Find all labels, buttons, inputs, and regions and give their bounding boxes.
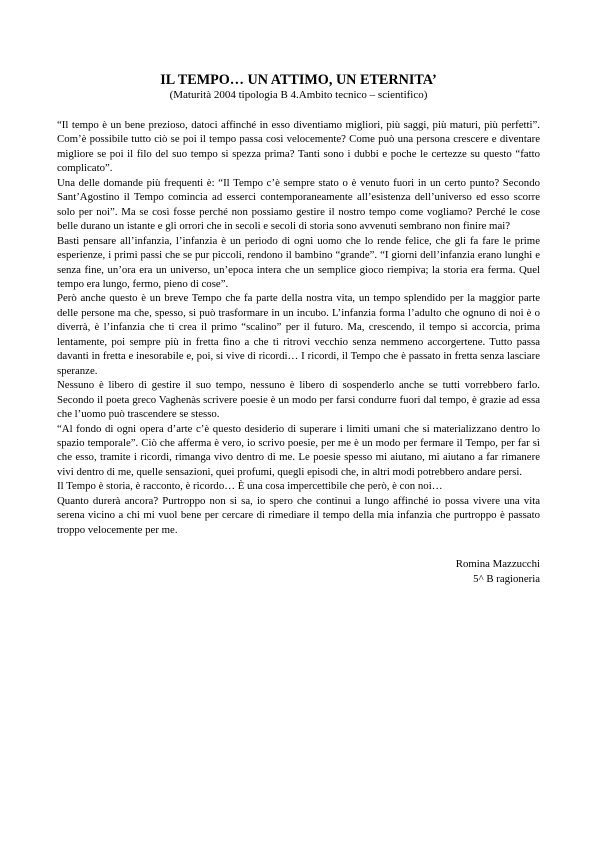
paragraph: Una delle domande più frequenti è: “Il Tempo c’è sempre stato o è venuto fuori in un certo punto? Secondo Sant’Agostino il Tempo comincia ad esserci contemporaneamente all’esistenza dell’universo ed esso scorre solo per noi”. Ma se così fosse perché non possiamo gestire il nostro tempo come vogliamo? Perché le cose belle durano un istante e gli orrori che in secoli e secoli di storia sono avvenuti sembrano non finire mai? bbox=[57, 176, 540, 233]
paragraph: Però anche questo è un breve Tempo che fa parte della nostra vita, un tempo splendido per la maggior parte delle persone ma che, spesso, si può trasformare in un incubo. L’infanzia forma l’adulto che ognuno di noi è o diverrà, è l’infanzia che ti crea il primo “scalino” per il futuro. Ma, crescendo, il tempo si accorcia, prima lentamente, poi sempre più in fretta fino a che ti ritrovi vecchio senza nemmeno accorgertene. Tutto passa davanti in fretta e inesorabile e, poi, si vive di ricordi… I ricordi, il Tempo che è passato in fretta senza lasciare speranze. bbox=[57, 292, 540, 377]
document-page bbox=[57, 72, 540, 586]
paragraph: “Al fondo di ogni opera d’arte c’è questo desiderio di superare i limiti umani che si materializzano dentro lo spazio temporale”. Ciò che afferma è vero, io scrivo poesie, per me è un modo per fermare il Tempo, per far sì che esso, tramite i ricordi, rimanga vivo dentro di me. Le poesie spesso mi aiutano, mi aiutano a far rimanere vivi dentro di me, quelle sensazioni, quei profumi, quegli episodi che, in altri modi potrebbero andare persi. bbox=[57, 422, 540, 478]
paragraph: Basti pensare all’infanzia, l’infanzia è un periodo di ogni uomo che lo rende felice, che gli fa fare le prime esperienze, i primi passi che se pur piccoli, rendono il bambino “grande”. “I giorni dell’infanzia erano lunghi e senza fine, un’ora era un universo, un’epoca intera che un semplice gioco riempiva; la storia era ferma. Quel tempo era lungo, fermo, pieno di cose”. bbox=[57, 234, 540, 290]
paragraph: Il Tempo è storia, è racconto, è ricordo… È una cosa impercettibile che però, è con noi… bbox=[57, 480, 443, 493]
paragraph: Nessuno è libero di gestire il suo tempo, nessuno è libero di sospenderlo anche se tutti vorrebbero farlo. Secondo il poeta greco Vaghenàs scrivere poesie è un modo per farsi condurre fuori dal tempo, è grazie ad essa che l’uomo può trascendere se stesso. bbox=[57, 379, 540, 421]
paragraph: “Il tempo è un bene prezioso, datoci affinché in esso diventiamo migliori, più saggi, più maturi, più perfetti”. Com’è possibile tutto ciò se poi il tempo passa così velocemente? Come può una persona crescere e diventare migliore se poi il filo del suo tempo si spezza prima? Tanti sono i dubbi e poche le certezze su questo “fatto complicato”. bbox=[57, 119, 540, 175]
document-body bbox=[57, 118, 540, 537]
document-subtitle: (Maturità 2004 tipologia B 4.Ambito tecnico – scientifico) bbox=[169, 89, 428, 101]
document-title: IL TEMPO… UN ATTIMO, UN ETERNITA’ bbox=[160, 72, 437, 88]
signature-block bbox=[57, 557, 540, 586]
author-class: 5^ B ragioneria bbox=[473, 572, 540, 585]
paragraph: Quanto durerà ancora? Purtroppo non si sa, io spero che continui a lungo affinché io possa vivere una vita serena vicino a chi mi vuol bene per cercare di rimediare il tempo della mia infanzia che purtroppo è passato troppo velocemente per me. bbox=[57, 494, 540, 536]
author-name: Romina Mazzucchi bbox=[455, 558, 540, 571]
